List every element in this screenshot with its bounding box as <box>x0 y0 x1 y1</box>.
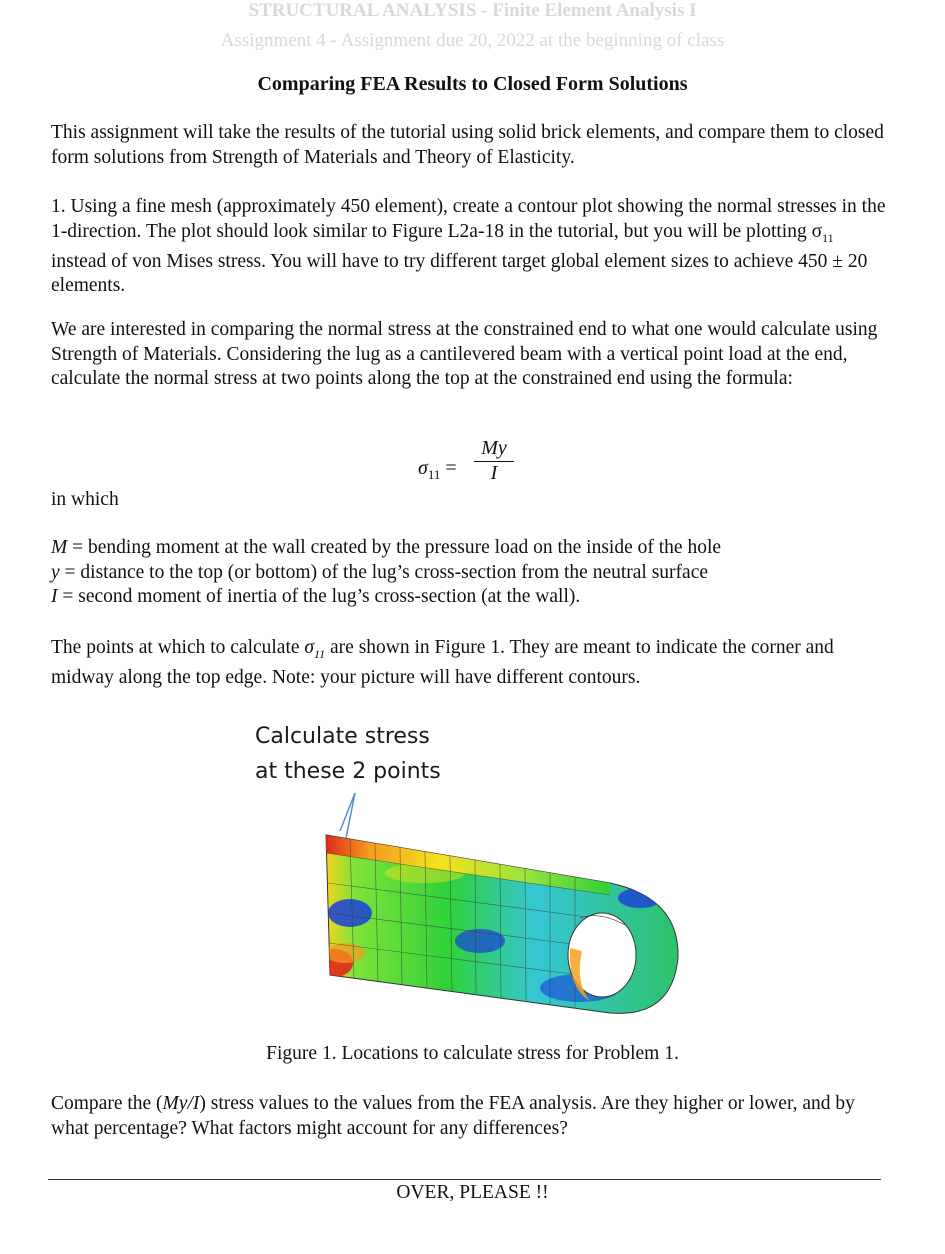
intro-paragraph <box>51 121 891 170</box>
para3-text-b: are shown in Figure 1. They are meant to indicate the corner and midway along the top edge. Note: your picture will have different contours. <box>51 637 834 689</box>
callout-arrow-corner <box>340 793 355 831</box>
item1-text-a: 1. Using a fine mesh (approximately 450 element), create a contour plot showing the normal stresses in the 1-direction. The plot should look similar to Figure L2a-18 in the tutorial, but you will be plotting σ <box>51 196 886 242</box>
para4-expr: My/I <box>162 1093 200 1114</box>
page-title: Comparing FEA Results to Closed Form Solutions <box>257 73 688 95</box>
footer-note: OVER, PLEASE !! <box>396 1182 549 1203</box>
lug-body <box>317 835 678 1013</box>
intro-text: This assignment will take the results of the tutorial using solid brick elements, and compare them to closed form solutions from Strength of Materials and Theory of Elasticity. <box>51 122 884 168</box>
para3-paragraph <box>51 636 891 691</box>
para4-paragraph <box>51 1092 891 1141</box>
definition-item: I = second moment of inertia of the lug’s cross-section (at the wall). <box>51 586 581 607</box>
formula-denominator: I <box>490 462 498 484</box>
callout-line2: at these 2 points <box>255 759 441 784</box>
item1-paragraph <box>51 195 891 299</box>
para3-sigma: σ <box>304 637 315 658</box>
para3-text-a: The points at which to calculate <box>51 637 305 658</box>
callout-arrow-mid <box>346 793 355 838</box>
in-which-text: in which <box>51 489 119 510</box>
formula-fraction <box>474 437 514 485</box>
item1-sub: 11 <box>822 230 834 245</box>
formula-numerator: My <box>474 437 514 462</box>
item1-text-b: instead of von Mises stress. You will have to try different target global element sizes to achieve 450 ± 20 elements. <box>51 250 868 297</box>
definitions-list <box>51 536 891 610</box>
para2-text: We are interested in comparing the normal stress at the constrained end to what one would calculate using Strength of Materials. Considering the lug as a cantilevered beam with a vertical point load at the end, calculate the normal stress at two points along the top at the constrained end using the formula: <box>51 319 878 389</box>
callout-line1: Calculate stress <box>255 724 430 749</box>
faded-header-line2: Assignment 4 - Assignment due 20, 2022 at the beginning of class <box>220 30 725 51</box>
para4-text-b: ) stress values to the values from the FEA analysis. Are they higher or lower, and by what percentage? What factors might account for any differences? <box>51 1093 855 1139</box>
in-which <box>51 488 891 513</box>
fea-lug-figure <box>250 713 700 1043</box>
para4-text-a: Compare the ( <box>51 1093 163 1114</box>
faded-header-line1: STRUCTURAL ANALYSIS - Finite Element Analysis I <box>248 0 697 21</box>
figure-caption: Figure 1. Locations to calculate stress for Problem 1. <box>266 1043 679 1064</box>
definition-item: y = distance to the top (or bottom) of the lug’s cross-section from the neutral surface <box>51 561 709 583</box>
para3-sub: 11 <box>314 646 326 661</box>
formula-lhs: $\sigma_{11}$ = <box>418 457 457 482</box>
footer-divider <box>48 1179 881 1180</box>
definition-item: M = bending moment at the wall created by the pressure load on the inside of the hole <box>51 537 722 558</box>
para2-paragraph <box>51 318 891 392</box>
